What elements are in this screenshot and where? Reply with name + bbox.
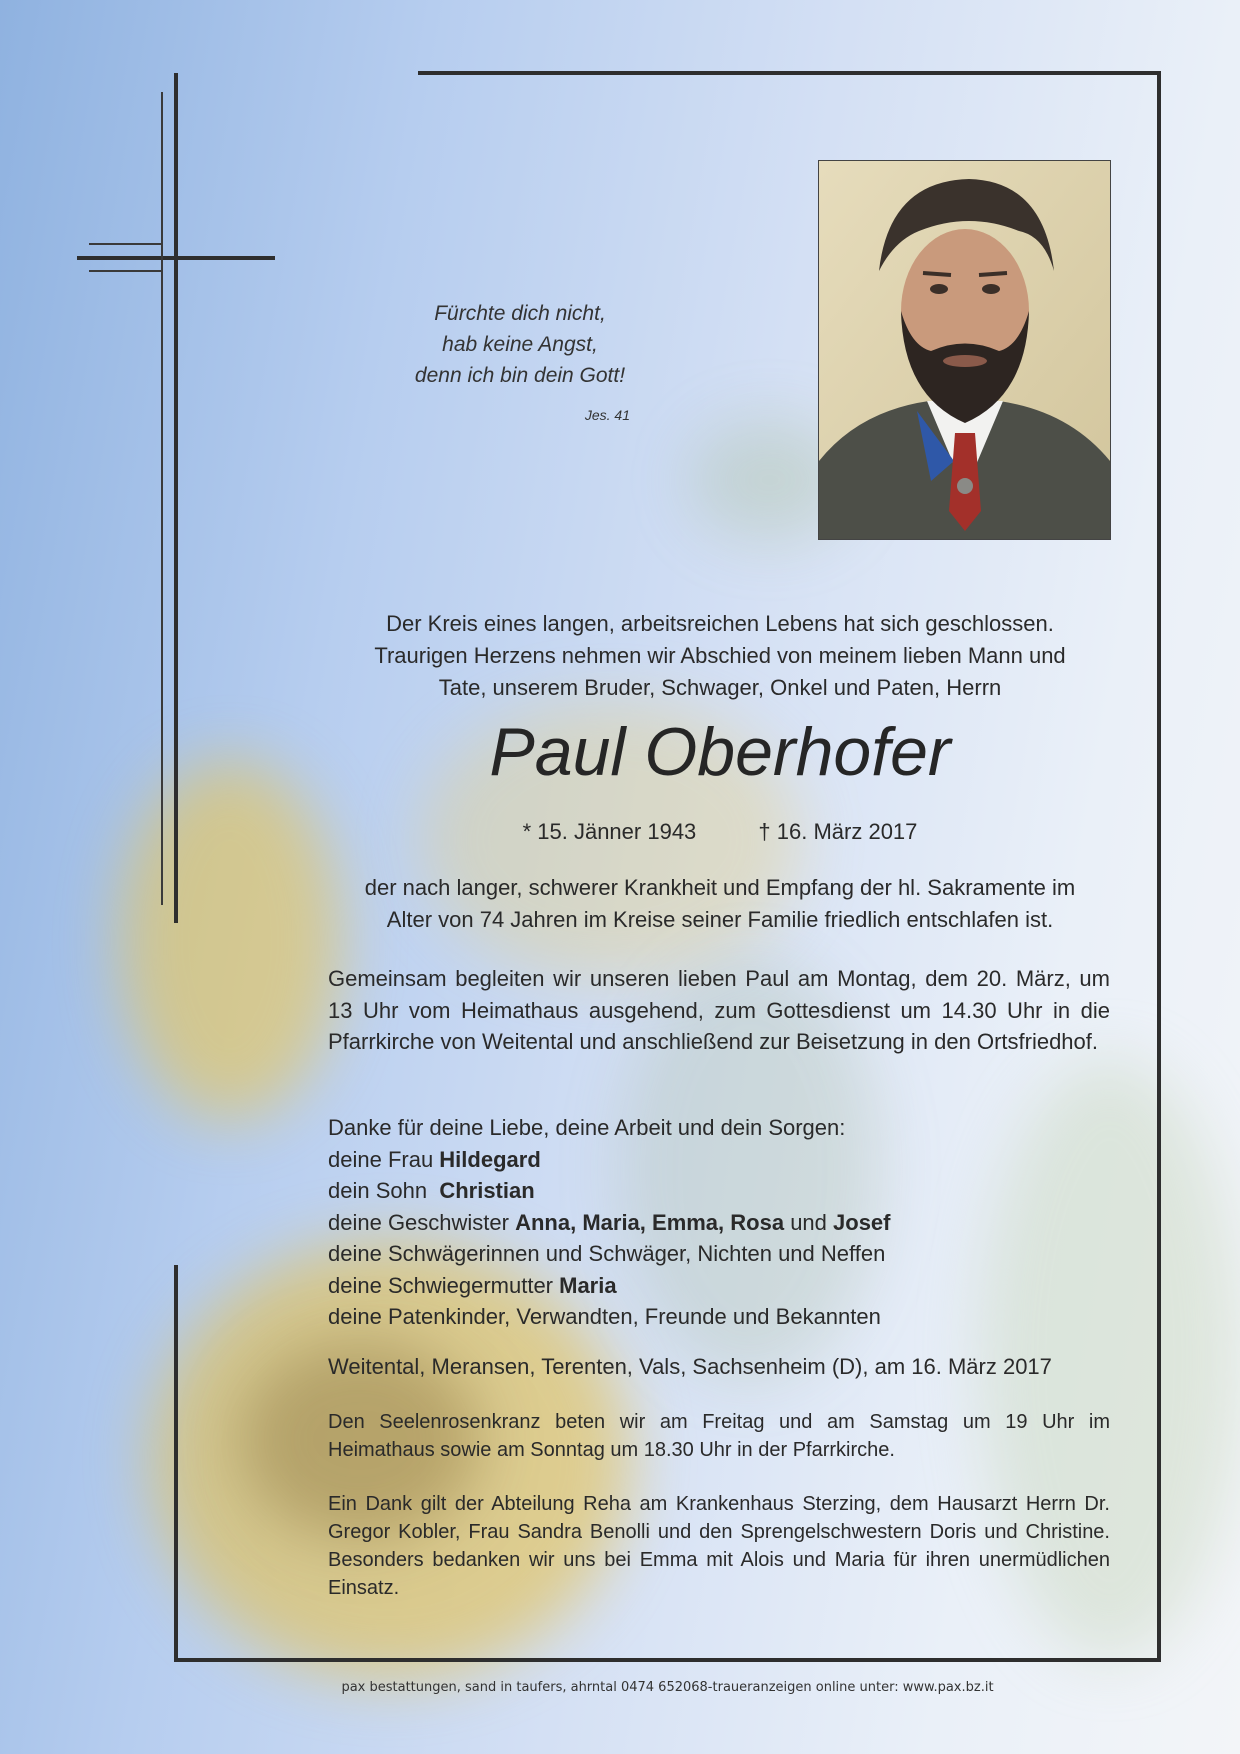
deceased-name: Paul Oberhofer: [489, 714, 951, 790]
footer-imprint: pax bestattungen, sand in taufers, ahrntal 0474 652068-traueranzeigen online unter: www.pax.bz.it: [341, 1680, 994, 1695]
frame-left-line: [174, 1265, 178, 1662]
intro-text: Der Kreis eines langen, arbeitsreichen Lebens hat sich geschlossen. Traurigen Herzens nehmen wir Abschied von meinem lieben Mann und Tate, unserem Bruder, Schwager, Onkel und Paten, Herrn: [374, 611, 1066, 700]
sunflower-background-blur: [120, 760, 340, 1120]
frame-right-line: [1157, 71, 1161, 1662]
rosary-notice: Den Seelenrosenkranz beten wir am Freitag und am Samstag um 19 Uhr im Heimathaus sowie am Sonntag um 18.30 Uhr in der Pfarrkirche.: [328, 1411, 1110, 1461]
thanks-heading: Danke für deine Liebe, deine Arbeit und dein Sorgen:: [328, 1115, 846, 1140]
life-dates: [330, 817, 1110, 847]
death-notice: der nach langer, schwerer Krankheit und Empfang der hl. Sakramente im Alter von 74 Jahren im Kreise seiner Familie friedlich entschlafen ist.: [364, 875, 1076, 932]
frame-bottom-line: [174, 1658, 1161, 1662]
thanks-others: deine Patenkinder, Verwandten, Freunde und Bekannten: [328, 1304, 881, 1329]
gratitude-notice: Ein Dank gilt der Abteilung Reha am Krankenhaus Sterzing, dem Hausarzt Herrn Dr. Gregor Kobler, Frau Sandra Benolli und den Sprengelschwestern Doris und Christine. Besonders bedanken wir uns bei Emma mit Alois und Maria für ihren unermüdlichen Einsatz.: [328, 1493, 1110, 1599]
bible-quote: Fürchte dich nicht, hab keine Angst, denn ich bin dein Gott!: [414, 302, 626, 387]
burial-announcement: Gemeinsam begleiten wir unseren lieben Paul am Montag, dem 20. März, um 13 Uhr vom Heimathaus ausgehend, zum Gottesdienst um 14.30 Uhr in die Pfarrkirche von Weitental und anschließend zur Beisetzung in den Ortsfriedhof.: [328, 966, 1110, 1054]
quote-reference: Jes. 41: [584, 407, 630, 423]
frame-top-line: [418, 71, 1161, 75]
thanks-mother-in-law: deine Schwiegermutter Maria: [328, 1272, 617, 1298]
place-date: Weitental, Meransen, Terenten, Vals, Sachsenheim (D), am 16. März 2017: [328, 1354, 1052, 1379]
death-date: † 16. März 2017: [758, 819, 918, 844]
thanks-son: dein Sohn Christian: [328, 1178, 535, 1203]
birth-date: * 15. Jänner 1943: [522, 819, 697, 844]
portrait-photo: [818, 160, 1111, 540]
thanks-wife: deine Frau Hildegard: [328, 1146, 541, 1172]
thanks-in-laws: deine Schwägerinnen und Schwäger, Nichten und Neffen: [328, 1241, 886, 1266]
thanks-siblings: deine Geschwister Anna, Maria, Emma, Rosa und Josef: [328, 1209, 891, 1235]
thanks-list: [328, 1112, 1110, 1333]
